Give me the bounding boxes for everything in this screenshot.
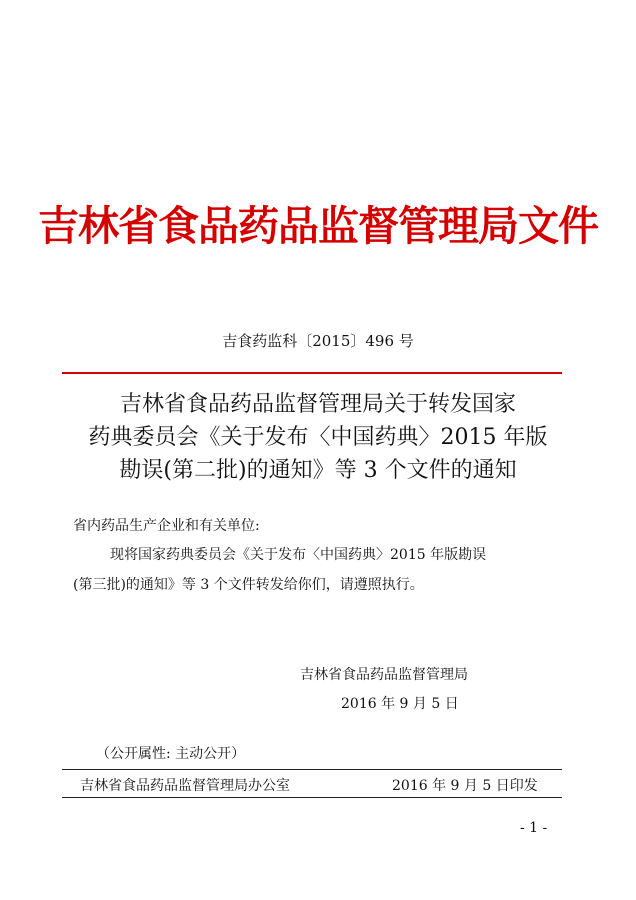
body-paragraph-line-2: (第三批)的通知》等 3 个文件转发给你们，请遵照执行。 [73, 577, 424, 593]
issue-date: 2016 年 9 月 5 日印发 [392, 778, 538, 794]
document-header-title: 吉林省食品药品监督管理局文件 [38, 202, 598, 250]
disclosure-attribute: （公开属性: 主动公开） [96, 746, 246, 762]
document-number: 吉食药监科〔2015〕496 号 [222, 332, 414, 350]
issuing-office: 吉林省食品药品监督管理局办公室 [80, 778, 290, 794]
footer-bottom-rule [62, 797, 562, 798]
red-divider-line [62, 372, 562, 374]
signature-date: 2016 年 9 月 5 日 [341, 696, 459, 712]
page-number: - 1 - [520, 820, 548, 836]
body-paragraph-line-1: 现将国家药典委员会《关于发布〈中国药典〉2015 年版勘误 [110, 547, 487, 563]
footer-top-rule [62, 769, 562, 770]
title-line-1: 吉林省食品药品监督管理局关于转发国家 [119, 392, 516, 417]
title-line-3: 勘误(第二批)的通知》等 3 个文件的通知 [119, 458, 517, 483]
signature-organization: 吉林省食品药品监督管理局 [300, 667, 468, 683]
title-line-2: 药典委员会《关于发布〈中国药典〉2015 年版 [88, 425, 548, 450]
document-title [0, 388, 636, 487]
addressee: 省内药品生产企业和有关单位: [73, 518, 260, 534]
